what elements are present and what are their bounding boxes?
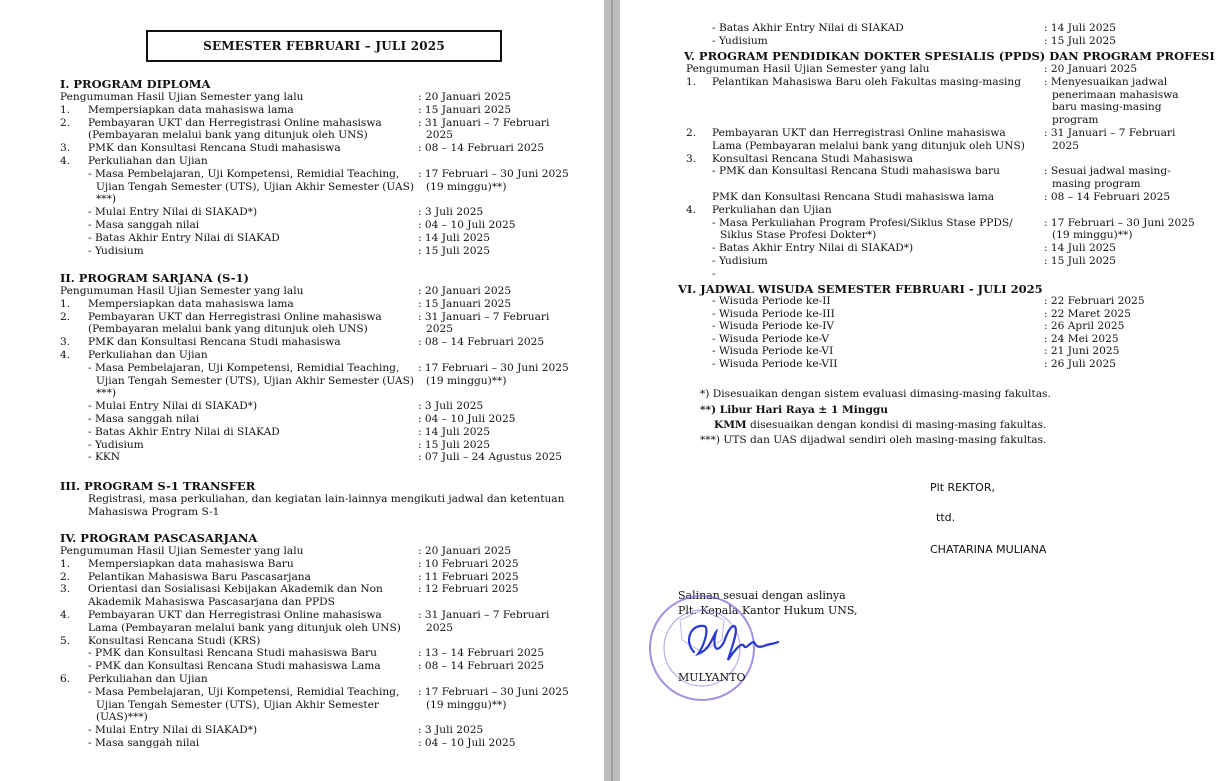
row-label: Pembayaran UKT dan Herregistrasi Online mahasiswa [88, 310, 382, 323]
transfer-text-line-2: Mahasiswa Program S-1 [88, 506, 220, 518]
row-label: - Masa Pembelajaran, Uji Kompetensi, Remidial Teaching, [88, 361, 400, 374]
row-value: : 07 Juli – 24 Agustus 2025 [418, 451, 563, 464]
row-label: - Wisuda Periode ke-III [712, 307, 835, 320]
row-value: : 17 Februari – 30 Juni 2025 [418, 361, 569, 374]
page-gap [604, 0, 620, 781]
signature-ttd: ttd. [936, 511, 956, 524]
row-value: 2025 [426, 621, 453, 634]
footnote-3-kmm: KMM [714, 419, 747, 431]
row-label: Siklus Stase Profesi Dokter*) [720, 229, 877, 242]
section-heading-ppds: V. PROGRAM PENDIDIKAN DOKTER SPESIALIS (PPDS) DAN PROGRAM PROFESI [684, 49, 1215, 63]
section-heading-s1-transfer: III. PROGRAM S-1 TRANSFER [60, 479, 256, 493]
section-heading-wisuda: VI. JADWAL WISUDA SEMESTER FEBRUARI - JULI 2025 [678, 282, 1043, 296]
row-label: - PMK dan Konsultasi Rencana Studi mahasiswa Lama [88, 660, 381, 673]
row-value: : 22 Maret 2025 [1044, 307, 1131, 320]
row-label: - Yudisium [88, 244, 144, 257]
row-number: 2. [60, 570, 71, 583]
row-label: - Wisuda Periode ke-IV [712, 320, 835, 333]
row-value: : 31 Januari – 7 Februari [1044, 127, 1176, 139]
row-value: : 12 Februari 2025 [418, 583, 519, 596]
row-number: 3. [60, 583, 71, 596]
transfer-text-line-1: Registrasi, masa perkuliahan, dan kegiatan lain-lainnya mengikuti jadwal dan ketentuan [88, 493, 565, 505]
row-value: : 10 Februari 2025 [418, 557, 519, 570]
row-value: : 14 Juli 2025 [1044, 242, 1116, 255]
row-value: : 31 Januari – 7 Februari [418, 116, 550, 129]
row-value: : 08 – 14 Februari 2025 [418, 336, 545, 349]
row-label: Mempersiapkan data mahasiswa lama [88, 103, 294, 116]
row-value: program [1052, 114, 1099, 127]
row-value: : 04 – 10 Juli 2025 [418, 413, 516, 425]
row-value: : 20 Januari 2025 [418, 545, 512, 557]
footnote-3 [714, 419, 1046, 431]
row-label: PMK dan Konsultasi Rencana Studi mahasiswa lama [712, 191, 995, 203]
row-label: PMK dan Konsultasi Rencana Studi mahasiswa [88, 142, 341, 155]
row-value: : 26 Juli 2025 [1044, 358, 1116, 370]
row-label: - KKN [88, 451, 121, 464]
copy-note: Salinan sesuai dengan aslinya [678, 589, 846, 602]
row-label: - Wisuda Periode ke-VII [712, 358, 838, 370]
footnote-4: ***) UTS dan UAS dijadwal sendiri oleh masing-masing fakultas. [700, 434, 1047, 446]
row-label: Mempersiapkan data mahasiswa lama [88, 297, 294, 310]
row-value: : 04 – 10 Juli 2025 [418, 737, 516, 749]
row-value: baru masing-masing [1052, 101, 1162, 114]
row-label: - Masa Pembelajaran, Uji Kompetensi, Remidial Teaching, [88, 685, 400, 698]
row-label: Pembayaran UKT dan Herregistrasi Online mahasiswa [88, 609, 382, 621]
row-label: Perkuliahan dan Ujian [712, 203, 832, 216]
row-number: 4. [60, 155, 71, 167]
row-number: 1. [686, 75, 697, 88]
row-label: - Batas Akhir Entry Nilai di SIAKAD [712, 22, 904, 34]
row-number: 5. [60, 634, 71, 647]
row-label: - Masa sanggah nilai [88, 219, 200, 231]
row-value: : 26 April 2025 [1044, 320, 1125, 333]
row-label: (Pembayaran melalui bank yang ditunjuk oleh UNS) [88, 323, 368, 336]
row-value: : 14 Juli 2025 [1044, 22, 1116, 34]
document-page-left [0, 0, 604, 781]
row-number: 3. [60, 142, 71, 155]
row-label: Pengumuman Hasil Ujian Semester yang lalu [686, 63, 930, 75]
row-number: 1. [60, 297, 71, 310]
signer-name: CHATARINA MULIANA [930, 543, 1047, 556]
row-value: : 11 Februari 2025 [418, 570, 519, 583]
row-value: : 15 Januari 2025 [418, 103, 512, 116]
row-value: : 08 – 14 Februari 2025 [418, 660, 545, 673]
row-label: Perkuliahan dan Ujian [88, 673, 208, 685]
row-label: Lama (Pembayaran melalui bank yang ditunjuk oleh UNS) [712, 139, 1025, 152]
copy-signer-role: Plt. Kepala Kantor Hukum UNS, [678, 604, 858, 617]
row-number: 3. [686, 152, 697, 165]
row-label: - [712, 267, 716, 280]
row-value: : 08 – 14 Februari 2025 [418, 142, 545, 155]
row-label: (UAS)***) [96, 711, 148, 724]
row-label: ***) [96, 387, 117, 400]
row-number: 2. [60, 116, 71, 129]
row-value: 2025 [426, 323, 453, 336]
document-page-right [620, 0, 1225, 781]
row-label: - Masa sanggah nilai [88, 737, 200, 749]
row-value: penerimaan mahasiswa [1052, 88, 1179, 101]
row-label: Konsultasi Rencana Studi (KRS) [88, 634, 261, 647]
row-value: 2025 [1052, 139, 1079, 152]
row-label: - Masa Pembelajaran, Uji Kompetensi, Remidial Teaching, [88, 167, 400, 180]
footnote-1: *) Disesuaikan dengan sistem evaluasi dimasing-masing fakultas. [700, 388, 1051, 400]
copy-signer-name: MULYANTO [678, 671, 746, 684]
footnote-3-text: disesuaikan dengan kondisi di masing-masing fakultas. [750, 419, 1047, 431]
row-label: - Mulai Entry Nilai di SIAKAD*) [88, 724, 258, 737]
row-value: : 14 Juli 2025 [418, 231, 490, 244]
row-number: 6. [60, 673, 71, 685]
row-label: Ujian Tengah Semester (UTS), Ujian Akhir Semester [96, 698, 379, 711]
row-label: PMK dan Konsultasi Rencana Studi mahasiswa [88, 336, 341, 349]
row-label: - Wisuda Periode ke-II [712, 295, 831, 307]
row-label: - Yudisium [712, 34, 768, 47]
row-value: : 31 Januari – 7 Februari [418, 310, 550, 323]
row-label: Orientasi dan Sosialisasi Kebijakan Akademik dan Non [88, 583, 383, 596]
row-value: : 13 – 14 Februari 2025 [418, 647, 545, 660]
row-label: - Yudisium [88, 438, 144, 451]
row-label: - Masa Perkuliahan Program Profesi/Siklus Stase PPDS/ [712, 216, 1013, 229]
row-number: 1. [60, 103, 71, 116]
section-heading-sarjana: II. PROGRAM SARJANA (S-1) [60, 271, 249, 285]
section-heading-diploma: I. PROGRAM DIPLOMA [60, 77, 211, 91]
row-value: : 15 Juli 2025 [1044, 255, 1116, 267]
row-label: Pengumuman Hasil Ujian Semester yang lalu [60, 91, 304, 103]
row-number: 4. [60, 609, 71, 621]
row-label: - Batas Akhir Entry Nilai di SIAKAD*) [712, 242, 914, 255]
row-label: Konsultasi Rencana Studi Mahasiswa [712, 152, 913, 165]
row-label: Pengumuman Hasil Ujian Semester yang lalu [60, 285, 304, 297]
row-label: - PMK dan Konsultasi Rencana Studi mahasiswa Baru [88, 647, 377, 660]
row-label: - Batas Akhir Entry Nilai di SIAKAD [88, 425, 280, 438]
row-value: : 20 Januari 2025 [418, 91, 512, 103]
row-value: : 08 – 14 Februari 2025 [1044, 191, 1171, 203]
row-value: : Sesuai jadwal masing- [1044, 165, 1171, 178]
row-value: : 15 Juli 2025 [418, 438, 490, 451]
row-label: Perkuliahan dan Ujian [88, 349, 208, 361]
row-label: Pelantikan Mahasiswa Baru oleh Fakultas masing-masing [712, 75, 1022, 88]
row-value: (19 minggu)**) [1052, 229, 1133, 242]
row-value: : 3 Juli 2025 [418, 206, 484, 219]
row-value: : 15 Juli 2025 [1044, 34, 1116, 47]
row-value: : 14 Juli 2025 [418, 425, 490, 438]
row-label: - Mulai Entry Nilai di SIAKAD*) [88, 206, 258, 219]
signer-role: Plt REKTOR, [930, 481, 995, 494]
row-value: : 17 Februari – 30 Juni 2025 [418, 167, 569, 180]
row-value: : 15 Januari 2025 [418, 297, 512, 310]
row-number: 2. [60, 310, 71, 323]
row-label: (Pembayaran melalui bank yang ditunjuk oleh UNS) [88, 129, 368, 142]
row-value: : 17 Februari – 30 Juni 2025 [418, 685, 569, 698]
row-label: - PMK dan Konsultasi Rencana Studi mahasiswa baru [712, 165, 1000, 178]
row-label: Ujian Tengah Semester (UTS), Ujian Akhir Semester (UAS) [96, 180, 415, 193]
row-value: : 15 Juli 2025 [418, 244, 490, 257]
row-value: : 17 Februari – 30 Juni 2025 [1044, 216, 1195, 229]
row-label: Lama (Pembayaran melalui bank yang ditunjuk oleh UNS) [88, 621, 401, 634]
row-number: 2. [686, 127, 697, 139]
row-label: - Wisuda Periode ke-VI [712, 345, 834, 358]
row-number: 1. [60, 557, 71, 570]
row-value: : 22 Februari 2025 [1044, 295, 1145, 307]
row-label: - Batas Akhir Entry Nilai di SIAKAD [88, 231, 280, 244]
row-label: - Mulai Entry Nilai di SIAKAD*) [88, 400, 258, 413]
row-value: : 21 Juni 2025 [1044, 345, 1120, 358]
row-value: : Menyesuaikan jadwal [1044, 75, 1168, 88]
row-value: : 20 Januari 2025 [418, 285, 512, 297]
row-label: Ujian Tengah Semester (UTS), Ujian Akhir Semester (UAS) [96, 374, 415, 387]
row-label: - Masa sanggah nilai [88, 413, 200, 425]
row-value: masing program [1052, 178, 1141, 191]
row-value: : 3 Juli 2025 [418, 400, 484, 413]
footnote-2: **) Libur Hari Raya ± 1 Minggu [700, 404, 889, 416]
row-label: Pelantikan Mahasiswa Baru Pascasarjana [88, 570, 311, 583]
row-value: : 3 Juli 2025 [418, 724, 484, 737]
row-value: (19 minggu)**) [426, 374, 507, 387]
row-value: : 04 – 10 Juli 2025 [418, 219, 516, 231]
row-number: 4. [60, 349, 71, 361]
row-label: Mempersiapkan data mahasiswa Baru [88, 557, 294, 570]
row-value: (19 minggu)**) [426, 180, 507, 193]
row-value: : 24 Mei 2025 [1044, 332, 1119, 345]
row-label: ***) [96, 193, 117, 206]
section-heading-pascasarjana: IV. PROGRAM PASCASARJANA [60, 531, 258, 545]
row-label: Perkuliahan dan Ujian [88, 155, 208, 167]
row-number: 4. [686, 203, 697, 216]
row-label: Pembayaran UKT dan Herregistrasi Online mahasiswa [712, 127, 1006, 139]
row-label: Akademik Mahasiswa Pascasarjana dan PPDS [88, 596, 335, 609]
row-value: 2025 [426, 129, 453, 142]
row-label: - Yudisium [712, 255, 768, 267]
row-label: Pembayaran UKT dan Herregistrasi Online mahasiswa [88, 116, 382, 129]
row-value: (19 minggu)**) [426, 698, 507, 711]
row-value: : 20 Januari 2025 [1044, 63, 1138, 75]
handwritten-signature [680, 612, 780, 672]
row-number: 3. [60, 336, 71, 349]
row-label: Pengumuman Hasil Ujian Semester yang lalu [60, 545, 304, 557]
row-value: : 31 Januari – 7 Februari [418, 609, 550, 621]
row-label: - Wisuda Periode ke-V [712, 332, 830, 345]
document-title: SEMESTER FEBRUARI – JULI 2025 [146, 30, 502, 62]
